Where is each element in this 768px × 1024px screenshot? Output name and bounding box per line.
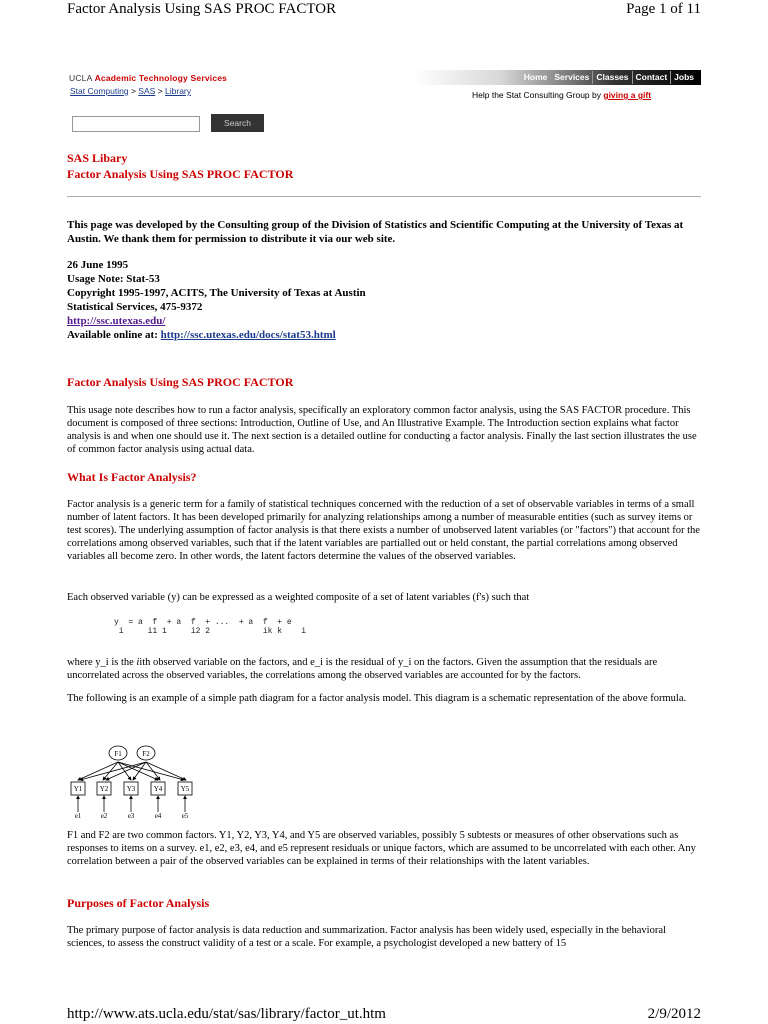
- error-e3-label: e3: [127, 812, 135, 820]
- nav-contact[interactable]: Contact: [633, 71, 672, 84]
- path-diagram: [66, 740, 206, 820]
- top-nav-bar: [414, 70, 701, 85]
- what-is-p3: where y_i is the iith observed variable on the factors, and e_i is the residual of y_i on the factors. Given the assumption that the residuals are uncorrelated across the observed variables, the correlations among the observed variables are accounted for by the factors.: [67, 657, 658, 681]
- intro-date: 26 June 1995: [67, 259, 129, 271]
- intro-usage: Usage Note: Stat-53: [67, 273, 160, 285]
- print-header-title: Factor Analysis Using SAS PROC FACTOR: [67, 1, 337, 17]
- print-footer: [67, 1006, 701, 1023]
- what-is-p2: Each observed variable (y) can be expressed as a weighted composite of a set of latent variables (f's) such that: [67, 592, 530, 603]
- observed-y5-label: Y5: [180, 785, 190, 793]
- stat53-link[interactable]: http://ssc.utexas.edu/docs/stat53.html: [160, 329, 336, 341]
- search-input[interactable]: [72, 116, 200, 132]
- error-e4-label: e4: [154, 812, 162, 820]
- nav-classes[interactable]: Classes: [593, 71, 632, 84]
- what-is-p4: The following is an example of a simple path diagram for a factor analysis model. This diagram is a schematic representation of the above formula.: [67, 693, 687, 704]
- formula: y = a f + a f + ... + a f + e i i1 1 i2 2 ik k i: [114, 618, 307, 636]
- nav-services[interactable]: Services: [551, 71, 593, 84]
- purposes-p1: The primary purpose of factor analysis is data reduction and summarization. Factor analysis has been widely used, especially in the behavioral sciences, to assess the construct validity of a test or a scale. For example, a psychologist developed a new battery of 15: [67, 925, 666, 949]
- error-e5-label: e5: [181, 812, 189, 820]
- section-overview-text: This usage note describes how to run a factor analysis, specifically an exploratory common factor analysis, using the SAS FACTOR procedure. This document is composed of three sections: Introduction, Outline of Use, and An Illustrative Example. The Introduction section explains what factor analysis is and when one should use it. The next section is a detailed outline for conducting a factor analysis. Finally the last section illustrates the use of common factor analysis using actual data.: [67, 405, 697, 455]
- print-header: [67, 0, 701, 24]
- section-title-overview: Factor Analysis Using SAS PROC FACTOR: [67, 375, 294, 389]
- intro-services: Statistical Services, 475-9372: [67, 301, 203, 313]
- search-button[interactable]: Search: [211, 114, 264, 132]
- intro-copyright: Copyright 1995-1997, ACITS, The University of Texas at Austin: [67, 287, 366, 299]
- what-is-p5: F1 and F2 are two common factors. Y1, Y2, Y3, Y4, and Y5 are observed variables, possibly 5 subtests or measures of other observations such as responses to items on a survey. e1, e2, e3, e4, and e5 represent residuals or unique factors, which are assumed to be uncorrelated with each other. Any correlation between a pair of the observed variables can be explained in terms of their relationships with the latent variables.: [67, 830, 696, 867]
- print-header-page: Page 1 of 11: [626, 1, 701, 17]
- nav-jobs[interactable]: Jobs: [674, 72, 694, 82]
- observed-y4-label: Y4: [153, 785, 163, 793]
- nav-home[interactable]: Home: [521, 71, 552, 84]
- print-footer-url: http://www.ats.ucla.edu/stat/sas/library/factor_ut.htm: [67, 1006, 386, 1022]
- library-title: SAS Libary Factor Analysis Using SAS PROC FACTOR: [67, 151, 294, 181]
- intro-developed: This page was developed by the Consulting group of the Division of Statistics and Scientific Computing at the University of Texas at Austin. We thank them for permission to distribute it via our web site.: [67, 219, 684, 245]
- section-title-what-is: What Is Factor Analysis?: [67, 470, 197, 484]
- observed-y1-label: Y1: [73, 785, 83, 793]
- factor-f1-label: F1: [114, 750, 122, 758]
- error-e1-label: e1: [74, 812, 82, 820]
- gift-message: Help the Stat Consulting Group by giving a gift: [472, 90, 652, 100]
- divider: [67, 196, 701, 197]
- breadcrumb-sas[interactable]: SAS: [138, 86, 156, 96]
- error-e2-label: e2: [100, 812, 108, 820]
- what-is-p1: Factor analysis is a generic term for a family of statistical techniques concerned with the reduction of a set of observable variables in terms of a small number of latent factors. It has been developed primarily for analyzing relationships among a number of measurable entities (such as survey items or test scores). The underlying assumption of factor analysis is that there exists a number of unobserved latent variables (or "factors") that account for the correlations among observed variables, such that if the latent variables are partialled out or held constant, the partial correlations among observed variables all become zero. In other words, the latent factors determine the values of the observed variables.: [67, 499, 700, 562]
- factor-f2-label: F2: [142, 750, 150, 758]
- section-title-purposes: Purposes of Factor Analysis: [67, 896, 210, 910]
- print-footer-date: 2/9/2012: [647, 1006, 701, 1022]
- observed-y3-label: Y3: [126, 785, 136, 793]
- giving-a-gift-link[interactable]: giving a gift: [603, 90, 652, 100]
- ucla-ats-logo[interactable]: UCLA Academic Technology Services: [69, 73, 228, 83]
- observed-y2-label: Y2: [99, 785, 109, 793]
- breadcrumb: Stat Computing > SAS > Library: [70, 86, 191, 96]
- intro-block: This page was developed by the Consulting group of the Division of Statistics and Scientific Computing at the University of Texas at Austin. We thank them for permission to distribute it via our web site. 26 June 1995 Usage Note: Stat-53 Copyright 1995-1997, ACITS, The University of Texas at Austin Statistical Services, 475-9372 http://ssc.utexas.edu/ Available online at: http://ssc.utexas.edu/docs/stat53.html: [67, 218, 701, 342]
- ssc-link[interactable]: http://ssc.utexas.edu/: [67, 315, 166, 327]
- breadcrumb-stat-computing[interactable]: Stat Computing: [70, 86, 129, 96]
- breadcrumb-library[interactable]: Library: [165, 86, 191, 96]
